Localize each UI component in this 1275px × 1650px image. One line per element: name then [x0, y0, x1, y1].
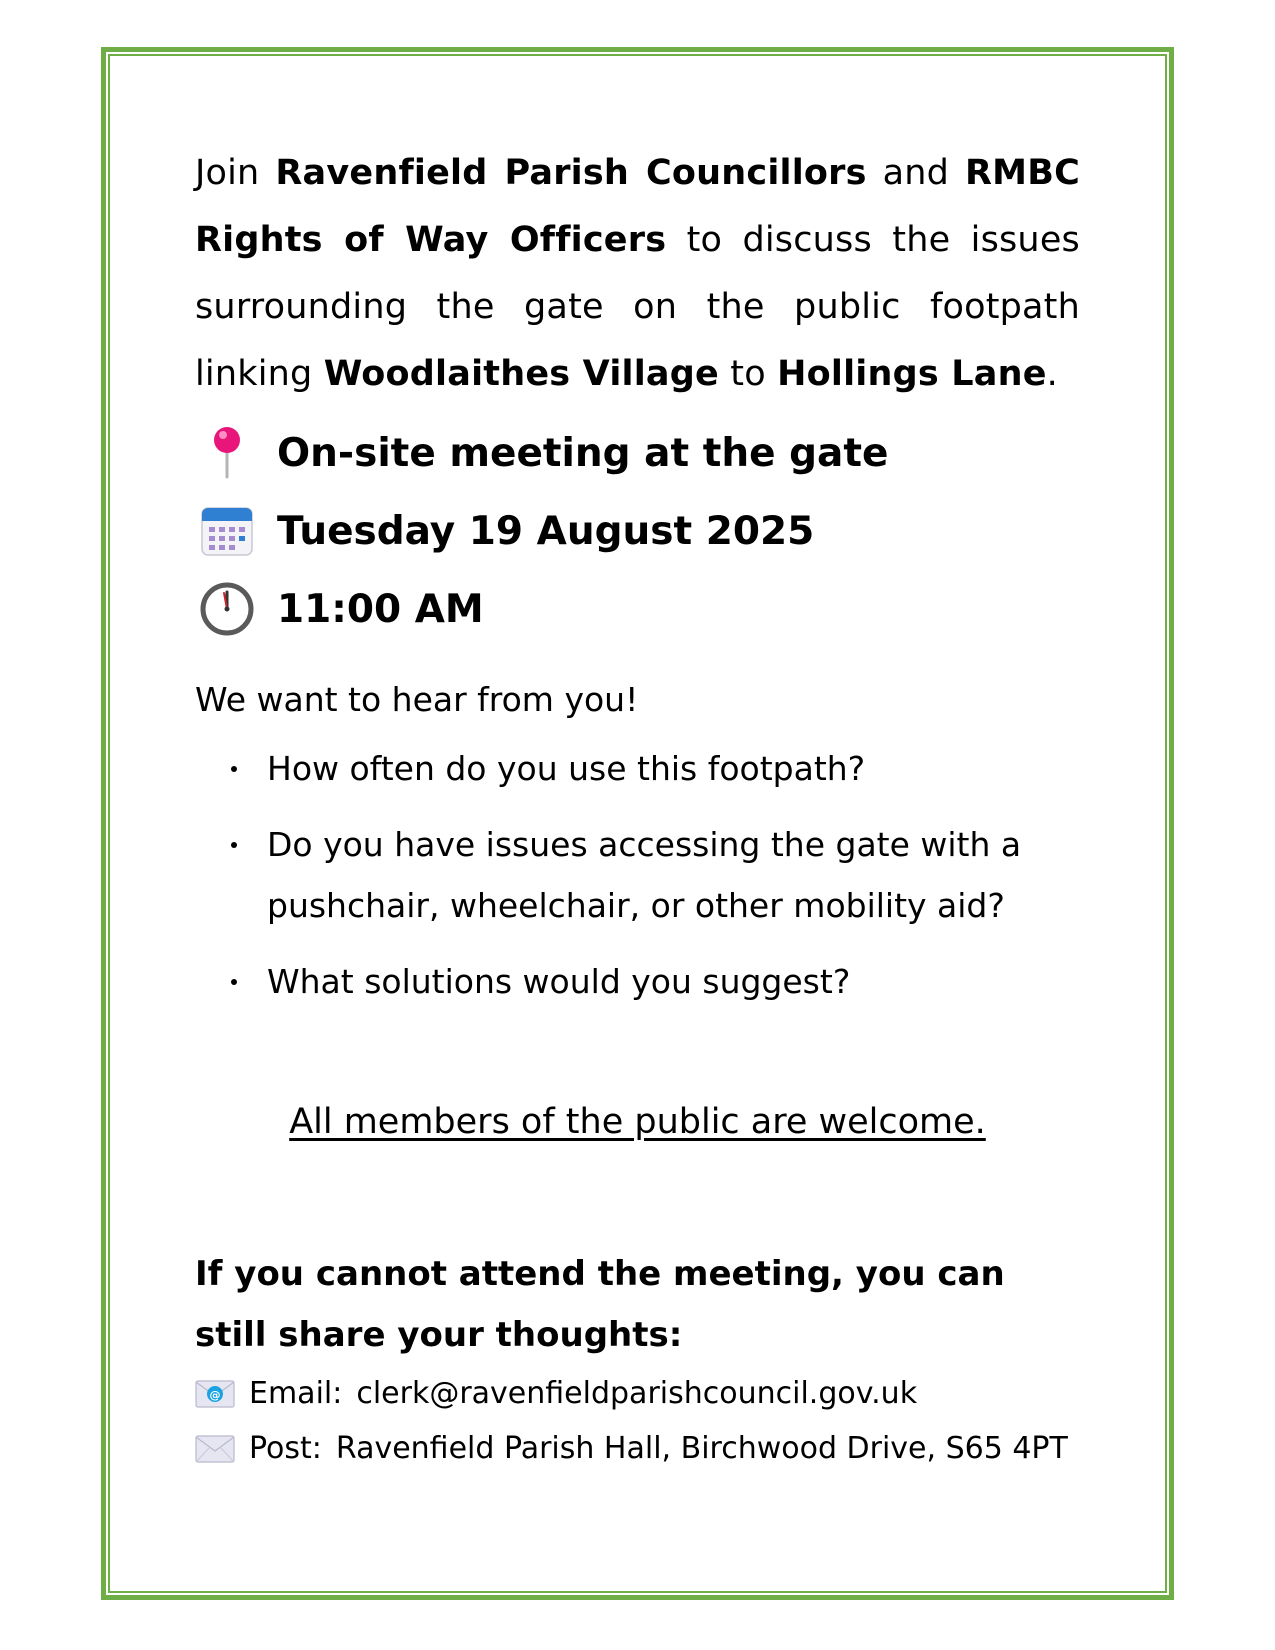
detail-location	[195, 414, 1080, 492]
question-text: How often do you use this footpath?	[267, 749, 866, 788]
intro-text-4: to	[718, 354, 778, 394]
hear-heading: We want to hear from you!	[195, 680, 639, 719]
detail-date	[195, 492, 1080, 570]
intro-bold-village: Woodlaithes Village	[323, 354, 719, 394]
detail-date-text: Tuesday 19 August 2025	[277, 508, 815, 554]
intro-text-2: and	[866, 153, 966, 193]
intro-paragraph	[195, 140, 1080, 408]
post-label: Post:	[249, 1431, 322, 1466]
bullet-icon	[231, 766, 237, 772]
list-item	[195, 814, 1080, 936]
intro-text-3: to discuss the issues surrounding the gate on the public footpath linking	[195, 220, 1080, 394]
post-address: Ravenfield Parish Hall, Birchwood Drive, S65 4PT	[335, 1431, 1068, 1466]
detail-time	[195, 570, 1080, 648]
intro-bold-councillors: Ravenfield Parish Councillors	[275, 153, 867, 193]
meeting-details	[195, 414, 1080, 648]
clock-icon	[199, 581, 255, 637]
welcome-line	[195, 1100, 1080, 1144]
bullet-icon	[231, 979, 237, 985]
intro-bold-lane: Hollings Lane	[777, 354, 1047, 394]
intro-text-1: Join	[195, 153, 276, 193]
intro-text-5: .	[1046, 354, 1058, 394]
flyer-content	[195, 140, 1080, 1476]
detail-location-text: On-site meeting at the gate	[277, 430, 889, 476]
contact-list	[195, 1366, 1080, 1476]
email-address[interactable]: clerk@ravenfieldparishcouncil.gov.uk	[356, 1376, 918, 1411]
intro-bold-officers: RMBC Rights of Way Officers	[195, 153, 1080, 260]
cannot-attend-heading: If you cannot attend the meeting, you can still share your thoughts:	[195, 1254, 1005, 1355]
email-label: Email:	[249, 1376, 343, 1411]
bullet-icon	[231, 842, 237, 848]
calendar-icon	[199, 503, 255, 559]
contact-email	[195, 1366, 1080, 1421]
list-item	[195, 738, 1080, 799]
contact-post	[195, 1421, 1080, 1476]
detail-time-text: 11:00 AM	[277, 586, 484, 632]
question-text: Do you have issues accessing the gate with a pushchair, wheelchair, or other mobility aid?	[267, 825, 1022, 925]
welcome-text: All members of the public are welcome.	[289, 1102, 986, 1142]
email-icon	[195, 1379, 235, 1409]
question-text: What solutions would you suggest?	[267, 962, 851, 1001]
svg-text:@: @	[209, 1388, 221, 1401]
list-item	[195, 951, 1080, 1012]
envelope-icon	[195, 1434, 235, 1464]
pushpin-icon	[199, 425, 255, 481]
question-list	[195, 738, 1080, 1012]
